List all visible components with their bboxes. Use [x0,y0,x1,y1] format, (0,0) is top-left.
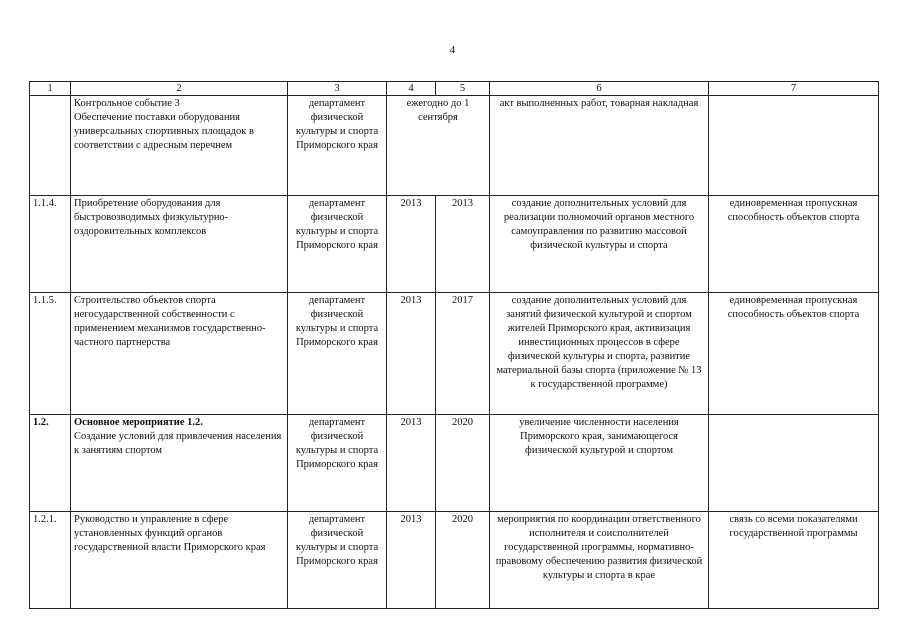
executor-cell: департамент физической культуры и спорта Приморского края [288,415,387,512]
executor-cell: департамент физической культуры и спорта Приморского края [288,196,387,293]
table-row [30,293,879,415]
indicator-cell: связь со всеми показателями государственной программы [709,512,879,609]
start-year-cell: 2013 [387,512,436,609]
indicator-cell: единовременная пропускная способность объектов спорта [709,293,879,415]
result-cell: мероприятия по координации ответственного исполнителя и соисполнителей государственной программы, нормативно-правовому обеспечению развития физической культуры и спорта в крае [490,512,709,609]
measure-description: Обеспечение поставки оборудования универсальных спортивных площадок в соответствии с адресным перечнем [74,112,254,151]
executor-cell: департамент физической культуры и спорта Приморского края [288,96,387,196]
indicator-cell: единовременная пропускная способность объектов спорта [709,196,879,293]
measure-cell [71,96,288,196]
end-year-cell: 2020 [436,512,490,609]
start-year-cell: 2013 [387,196,436,293]
row-number: 1.1.5. [30,293,71,415]
table-row [30,415,879,512]
row-number: 1.1.4. [30,196,71,293]
page-number: 4 [449,44,456,56]
table-row [30,96,879,196]
measure-title: Контрольное событие 3 [74,98,180,109]
indicator-cell [709,96,879,196]
col-header-5: 5 [436,82,490,96]
measure-description: Приобретение оборудования для быстровозводимых физкультурно-оздоровительных комплексов [74,198,229,237]
col-header-4: 4 [387,82,436,96]
row-number: 1.2. [30,415,71,512]
measure-cell [71,512,288,609]
row-number [30,96,71,196]
measure-description: Строительство объектов спорта негосударственной собственности с применением механизмов государственно-частного партнерства [74,295,266,348]
result-cell: увеличение численности населения Приморского края, занимающегося физической культурой и спортом [490,415,709,512]
measure-cell [71,196,288,293]
start-year-cell: 2013 [387,293,436,415]
end-year-cell: 2020 [436,415,490,512]
result-cell: акт выполненных работ, товарная накладная [490,96,709,196]
measure-description: Создание условий для привлечения населения к занятиям спортом [74,431,282,456]
measure-cell [71,293,288,415]
table-row [30,196,879,293]
col-header-1: 1 [30,82,71,96]
col-header-2: 2 [71,82,288,96]
col-header-6: 6 [490,82,709,96]
measure-description: Руководство и управление в сфере установленных функций органов государственной власти Приморского края [74,514,266,553]
end-year-cell: 2013 [436,196,490,293]
period-merged-cell: ежегодно до 1 сентября [387,96,490,196]
col-header-7: 7 [709,82,879,96]
col-header-3: 3 [288,82,387,96]
program-table [29,81,879,609]
row-number: 1.2.1. [30,512,71,609]
result-cell: создание дополнительных условий для реализации полномочий органов местного самоуправления по развитию массовой физической культуры и спорта [490,196,709,293]
result-cell: создание дополнительных условий для занятий физической культурой и спортом жителей Приморского края, активизация инвестиционных процессов в сфере физической культуры и спорта, развитие материальной базы спорта (приложение № 13 к государственной программе) [490,293,709,415]
measure-cell [71,415,288,512]
start-year-cell: 2013 [387,415,436,512]
indicator-cell [709,415,879,512]
header-row [30,82,879,96]
executor-cell: департамент физической культуры и спорта Приморского края [288,293,387,415]
table-row [30,512,879,609]
executor-cell: департамент физической культуры и спорта Приморского края [288,512,387,609]
measure-title: Основное мероприятие 1.2. [74,417,203,428]
end-year-cell: 2017 [436,293,490,415]
